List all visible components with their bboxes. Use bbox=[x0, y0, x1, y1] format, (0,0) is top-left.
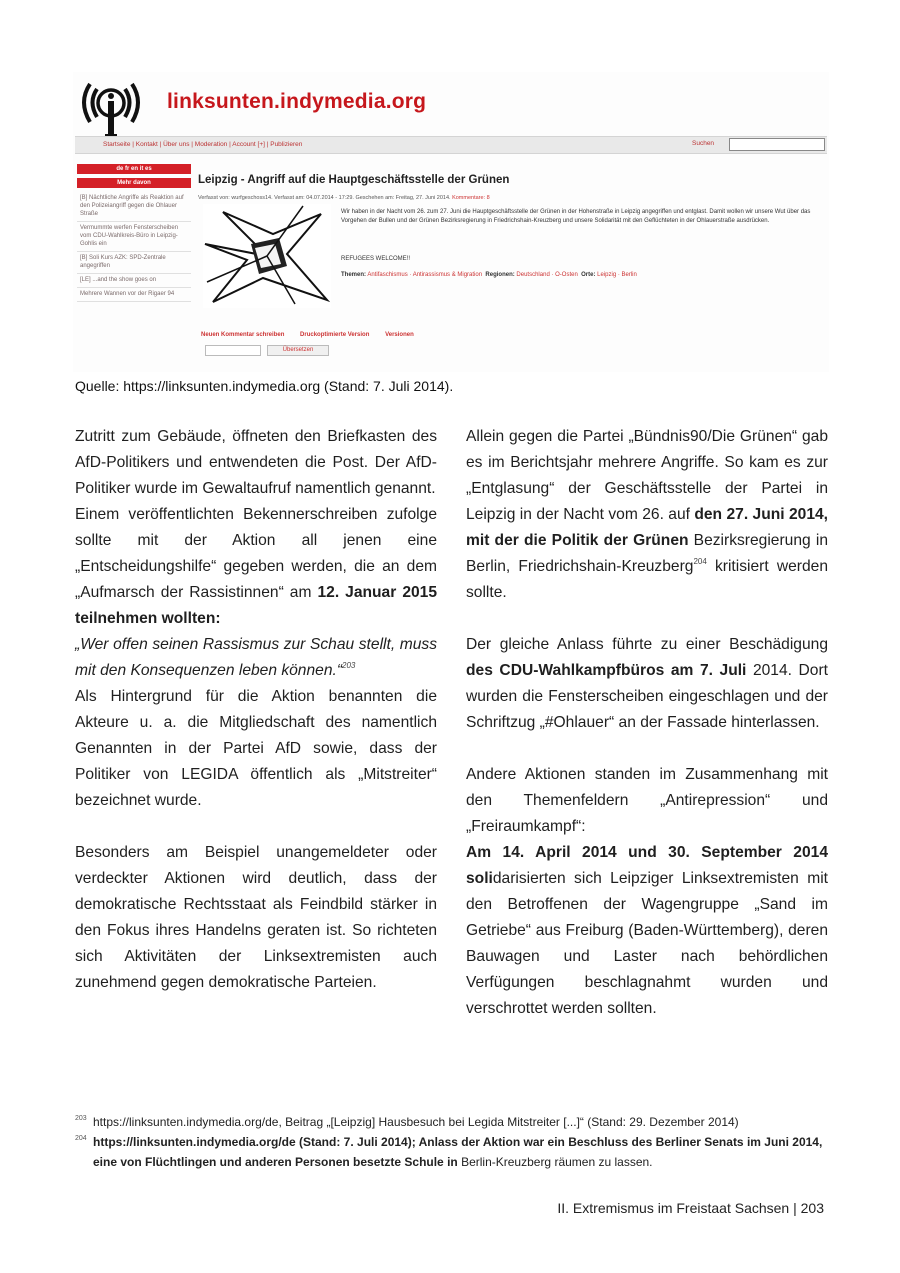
broken-window-image-icon bbox=[203, 204, 331, 308]
footnote-ref: 203 bbox=[342, 661, 356, 670]
language-select bbox=[205, 345, 261, 356]
indymedia-logo-icon bbox=[76, 78, 146, 140]
footnote-204: 204 https://linksunten.indymedia.org/de (Stand: 7. Juli 2014); Anlass der Aktion war ein Beschluss des Berliner Senats im Juni 2014, eine von Flüchtlingen und anderen Personen besetzte Schule in Berlin-Kreuzberg räumen zu lassen. bbox=[75, 1132, 835, 1172]
search-label: Suchen bbox=[692, 140, 715, 147]
paragraph: Am 14. April 2014 und 30. September 2014 solidarisierten sich Leipziger Linksextremisten mit den Betroffenen der Wagengruppe „Sand im Getriebe“ aus Freiburg (Baden-Württemberg), deren Bauwagen und Laster nach behördlichen Verfügungen beschlagnahmt wurden und verschrottet werden sollten. bbox=[466, 844, 828, 1017]
sidebar-item: [B] Soli Kurs AZK: SPD-Zentrale angegriffen bbox=[77, 252, 191, 274]
paragraph: Als Hintergrund für die Aktion benannten die Akteure u. a. die Mitgliedschaft des namentlich Genannten in der Partei AfD sowie, dass der Politiker von LEGIDA öffentlich als „Mitstreiter“ bezeichnet wurde. bbox=[75, 688, 437, 809]
search-input bbox=[729, 138, 825, 151]
footnote-ref: 204 bbox=[693, 557, 707, 566]
site-title: linksunten.indymedia.org bbox=[167, 90, 427, 113]
sidebar-more-header: Mehr davon bbox=[77, 178, 191, 188]
article-meta: Verfasst von: wurfgeschoss14. Verfasst am: 04.07.2014 - 17:29. Geschehen am: Freitag, 27. Juni 2014. Kommentare: 8 bbox=[198, 195, 490, 201]
right-column bbox=[466, 424, 828, 1022]
left-column bbox=[75, 424, 437, 996]
translate-button: Übersetzen bbox=[267, 345, 329, 356]
paragraph: Einem veröffentlichten Bekennerschreiben zufolge sollte mit der Aktion all jenen eine „Entscheidungshilfe“ gegeben werden, die an dem „Aufmarsch der Rassistinnen“ am 12. Januar 2015 teilnehmen wollten: bbox=[75, 506, 438, 627]
paragraph: Allein gegen die Partei „Bündnis90/Die Grünen“ gab es im Berichtsjahr mehrere Angriffe. So kam es zur „Entglasung“ der Geschäftsstelle der Partei in Leipzig in der Nacht vom 26. auf den 27. Juni 2014, mit der die Politik der Grünen Bezirksregierung in Berlin, Friedrichshain-Kreuzberg$^{204}$ kritisiert werden sollte. bbox=[466, 428, 828, 601]
article-body: Wir haben in der Nacht vom 26. zum 27. Juni die Hauptgeschäftsstelle der Grünen in der Hohenstraße in Leipzig angegriffen und entglast. Damit wollen wir unsere Wut über das Vorgehen der Bullen und der Grünen Bezirksregierung in Friedrichshain-Kreuzberg und unsere Solidarität mit den Geflüchteten in der Ohlauerstraße ausdrücken. bbox=[341, 209, 811, 224]
sidebar-item: Vermummte werfen Fensterscheiben vom CDU-Wahlkreis-Büro in Leipzig-Gohlis ein bbox=[77, 222, 191, 252]
article-links bbox=[201, 332, 428, 338]
paragraph: Zutritt zum Gebäude, öffneten den Briefkasten des AfD-Politikers und entwendeten die Post. Der AfD-Politiker wurde im Gewaltaufruf namentlich genannt. bbox=[75, 428, 437, 497]
sidebar bbox=[77, 164, 191, 302]
quote: „Wer offen seinen Rassismus zur Schau stellt, muss mit den Konsequenzen leben können.“$^{203}$ bbox=[75, 636, 437, 679]
footnote-number: 203 bbox=[75, 1115, 87, 1122]
article-slogan: REFUGEES WELCOME!! bbox=[341, 256, 411, 262]
page-footer: II. Extremismus im Freistaat Sachsen | 203 bbox=[557, 1200, 824, 1216]
paragraph: Besonders am Beispiel unangemeldeter oder verdeckter Aktionen wird deutlich, dass der demokratische Rechtsstaat als Feindbild stärker in den Fokus ihres Handelns geraten ist. So richteten sich Aktivitäten der Linksextremisten auch zunehmend gegen demokratische Parteien. bbox=[75, 844, 437, 991]
article-title: Leipzig - Angriff auf die Hauptgeschäftsstelle der Grünen bbox=[198, 174, 510, 186]
figure-caption: Quelle: https://linksunten.indymedia.org (Stand: 7. Juli 2014). bbox=[75, 378, 454, 394]
article-tags: Themen: Antifaschismus · Antirassismus & Migration Regionen: Deutschland · O-Osten Orte: Leipzig · Berlin bbox=[341, 272, 637, 278]
embedded-website-screenshot bbox=[73, 72, 829, 372]
sidebar-language-header: de fr en it es bbox=[77, 164, 191, 174]
paragraph: Andere Aktionen standen im Zusammenhang mit den Themenfeldern „Antirepression“ und „Freiraumkampf“: bbox=[466, 766, 828, 835]
sidebar-item: [B] Nächtliche Angriffe als Reaktion auf den Polizeiangriff gegen die Ohlauer Straße bbox=[77, 192, 191, 222]
write-comment-link: Neuen Kommentar schreiben bbox=[201, 332, 285, 338]
paragraph: Der gleiche Anlass führte zu einer Beschädigung des CDU-Wahlkampfbüros am 7. Juli 2014. Dort wurden die Fensterscheiben eingeschlagen und der Schriftzug „#Ohlauer“ an der Fassade hinterlassen. bbox=[466, 636, 829, 731]
footnote-203: 203 https://linksunten.indymedia.org/de, Beitrag „[Leipzig] Hausbesuch bei Legida Mitstreiter [...]“ (Stand: 29. Dezember 2014) bbox=[75, 1112, 835, 1132]
sidebar-item: [LE] ...and the show goes on bbox=[77, 274, 191, 288]
site-navigation: Startseite | Kontakt | Über uns | Moderation | Account [+] | Publizieren bbox=[75, 136, 827, 154]
sidebar-item: Mehrere Wannen vor der Rigaer 94 bbox=[77, 288, 191, 302]
versions-link: Versionen bbox=[385, 332, 414, 338]
footnote-number: 204 bbox=[75, 1135, 87, 1142]
print-version-link: Druckoptimierte Version bbox=[300, 332, 370, 338]
